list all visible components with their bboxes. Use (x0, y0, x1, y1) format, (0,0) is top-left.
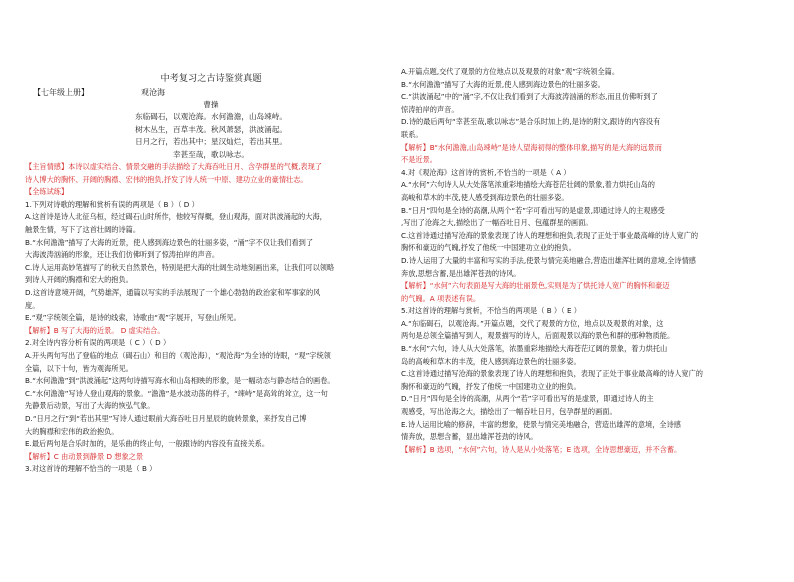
q2-line: A.开头两句写出了登临的地点（碣石山）和目的（观沧海），“观沧海”为全诗的诗眼，“观”字统领 (25, 350, 331, 360)
q3-option: C.“洪波涌起”中的“涌”字,不仅让我们看到了大海波涛汹涌的形态,而且仿佛听到了 (401, 92, 658, 102)
q4-line: 奔放,思想含蓄,是出雄浑苍劲的诗风。 (401, 268, 521, 278)
q4-analysis: 【解析】“水何”六句表面是写大海的壮丽景色,实则是为了烘托诗人宽广的胸怀和豪迈 (401, 281, 670, 291)
q1-line: D.这首诗意境开阔，气势雄浑，通篇以写实的手法展现了一个雄心勃勃的政治家和军事家的风 (25, 287, 321, 297)
q5-analysis: 【解析】B 选项，“水何”六句，诗人是从小处落笔；E 选项，全诗思想豪迈，并不含蓄。 (401, 444, 682, 454)
q1-line: B.“水何澹澹”描写了大海的近景，使人感到海边景色的壮丽多姿，“涌”字不仅让我们看到了 (25, 237, 314, 247)
q4-line: 4.对《观沧海》这首诗的赏析,不恰当的一项是（ A ） (401, 167, 571, 177)
q3-analysis: 【解析】B“水何澹澹,山岛竦峙”是诗人望海初得的整体印象,描写的是大海的远景而 (401, 142, 662, 152)
q3-option: B.“水何澹澹”描写了大海的近景,使人感到海边景色的壮丽多姿。 (401, 79, 605, 89)
poem-line: 树木丛生，百草丰茂。秋风萧瑟，洪波涌起。 (135, 124, 287, 134)
q5-line: A.“东临碣石，以观沧海。”开篇点题，交代了观景的方位，地点以及观景的对象，这 (401, 318, 664, 328)
poem-line: 幸甚至哉，歌以咏志。 (173, 149, 249, 159)
q1-line: 到诗人开阔的胸襟和宏大的抱负。 (25, 275, 133, 285)
q2-line: E.最后两句是合乐时加的，是乐曲的终止句，一般跟诗的内容没有直接关系。 (25, 439, 270, 449)
q3-option: D.诗的最后两句“幸甚至哉,歌以咏志”是合乐时加上的,是诗的附文,跟诗的内容没有 (401, 117, 661, 127)
q3-option: A.开篇点题,交代了观景的方位地点以及观景的对象“观”字统领全篇。 (401, 67, 620, 76)
q3-analysis: 不是近景。 (401, 155, 437, 165)
q5-line: 5.对这首诗的理解与赏析，不恰当的两项是（ B ）（ E ） (401, 306, 581, 316)
q5-line: D.“日月”四句是全诗的高潮，从两个“若”字可看出写的是虚景，即通过诗人的主 (401, 394, 654, 404)
q2-line: D.“日月之行”到“若出其里”写诗人通过眼前大海吞吐日月星辰的旋转景象，来抒发自己博 (25, 413, 307, 423)
q3-option: 惊涛拍岸的声音。 (401, 104, 459, 114)
q1-line: C.诗人运用高妙笔描写了的秋天自然景色，特别是把大海的壮阔生动地刻画出来，让我们可以领略 (25, 262, 335, 272)
q5-line: C.这首诗通过描写沧海的景象表现了诗人的理想和抱负，表现了正处于事业最高峰的诗人宽广的 (401, 369, 703, 379)
q1-line: 触景生情，写下了这首壮阔的诗篇。 (25, 225, 141, 234)
poem-title: 观沧海 (141, 88, 165, 97)
q3-option: 联系。 (401, 129, 423, 139)
poem-line: 东临碣石，以观沧海。水何澹澹，山岛竦峙。 (135, 112, 287, 122)
q3-stem: 3.对这首诗的理解不恰当的一项是（ B ） (25, 464, 157, 474)
q4-line: A.“水何”六句诗人从大处落笔浓重彩地描绘大海苍茫壮阔的景象,着力烘托山岛的 (401, 180, 655, 190)
q4-line: 胸怀和豪迈的气魄,抒发了他统一中国建功立业的抱负。 (401, 243, 576, 253)
q1-line: 度。 (25, 300, 40, 310)
q5-line: E.诗人运用比喻的修辞，丰富的想象，使景与情完美地融合，营造出雄浑的意境，全诗感 (401, 419, 681, 429)
q2-line: 大的胸襟和宏伟的政治抱负。 (25, 426, 119, 436)
q4-line: ,写出了沧海之大,描绘出了一幅吞吐日月、包蕴群星的画面。 (401, 218, 593, 228)
left-column (25, 0, 397, 476)
q5-line: 两句是总领全篇描写到人，观景描写的诗人，后面观景以海的景色和群的那种物质能。 (401, 331, 675, 341)
grade-label: 【七年级上册】 (33, 88, 89, 97)
q4-line: 高峻和草木的丰茂,使人感受到海边景色的壮丽多姿。 (401, 192, 569, 202)
q4-line: D.诗人运用了大量的丰富和写实的手法,使景与情完美地融合,营造出雄浑壮阔的意境,全诗情感 (401, 255, 696, 265)
q4-analysis: 的气魄。A 项表述有误。 (401, 293, 481, 303)
q2-line: 全篇，以下十句，皆为观海所见。 (25, 363, 133, 373)
poem-line: 日月之行，若出其中；星汉灿烂，若出其里。 (135, 137, 287, 147)
q1-line: A.这首诗是诗人北征乌桓，经过碣石山时所作，他较写得概，登山观海，面对洪波涌起的大海， (25, 212, 327, 222)
q2-analysis: 【解析】C 由动景到静景 D 想象之景 (25, 451, 144, 461)
q1-line: 1.下列对诗歌的理解和赏析有误的两项是（ B ）（ D ） (25, 199, 199, 209)
q2-line: 先静景后动景，写出了大海的恢弘气象。 (25, 401, 155, 411)
q5-line: B.“水何”六句，诗人从大处落笔，浓墨重彩地描绘大海苍茫辽阔的景象，着力烘托山 (401, 344, 668, 354)
q4-line: C.这首诗通过描写沧海的景象表现了诗人的理想和抱负,表现了正处于事业最高峰的诗人宽广的 (401, 230, 699, 240)
q1-analysis: 【解析】B 写了大海的近景。 D 虚实结合。 (25, 325, 165, 335)
q5-line: 胸怀和豪迈的气魄，抒发了他统一中国建功立业的抱负。 (401, 381, 581, 391)
q2-line: 2.对全诗内容分析有误的两项是（ C ）（ D ） (25, 338, 171, 348)
section-heading (25, 86, 397, 99)
q5-line: 岛的高峻和草木的丰茂，使人感到海边景色的壮丽多姿。 (401, 356, 581, 366)
q1-line: E.“观”字统领全篇，是诗的线索，诗歌由“观”字展开，写登山所见。 (25, 313, 241, 323)
document-title: 中考复习之古诗鉴赏真题 (160, 73, 262, 84)
q2-line: C.“水何澹澹”写诗人登山观海的景象。“澹澹”是水波动荡的样子，“竦峙”是高耸的耸立，这一句 (25, 388, 328, 398)
theme-line: 诗人博大的胸怀、开阔的胸襟、宏伟的抱负,抒发了诗人统一中原、建功立业的豪情壮志。 (25, 174, 308, 184)
q1-line: 大海波涛汹涌的形象，还让我们仿佛听到了惊涛拍岸的声音。 (25, 250, 220, 260)
q5-line: 情奔放，思想含蓄，显出雄浑苍劲的诗风。 (401, 432, 538, 442)
exercise-section-label: 【全练试练】 (25, 187, 69, 197)
right-column (401, 66, 773, 456)
q2-line: B.“水何澹澹”到“洪波涌起”这两句诗描写海水和山岛相映的形象，是一幅动态与静态结合的画卷。 (25, 376, 335, 386)
poem-author: 曹操 (203, 100, 219, 109)
theme-line: 【主旨情感】本诗以虚实结合、情景交融的手法描绘了大海吞吐日月、含孕群星的气概,表现了 (25, 162, 322, 172)
q5-line: 观感受，写出沧海之大，描绘出了一幅吞吐日月，包孕群星的画面。 (401, 407, 617, 417)
q4-line: B.“日月”四句是全诗的高潮,从两个“若”字可看出写的是虚景,即通过诗人的主观感受 (401, 205, 665, 215)
